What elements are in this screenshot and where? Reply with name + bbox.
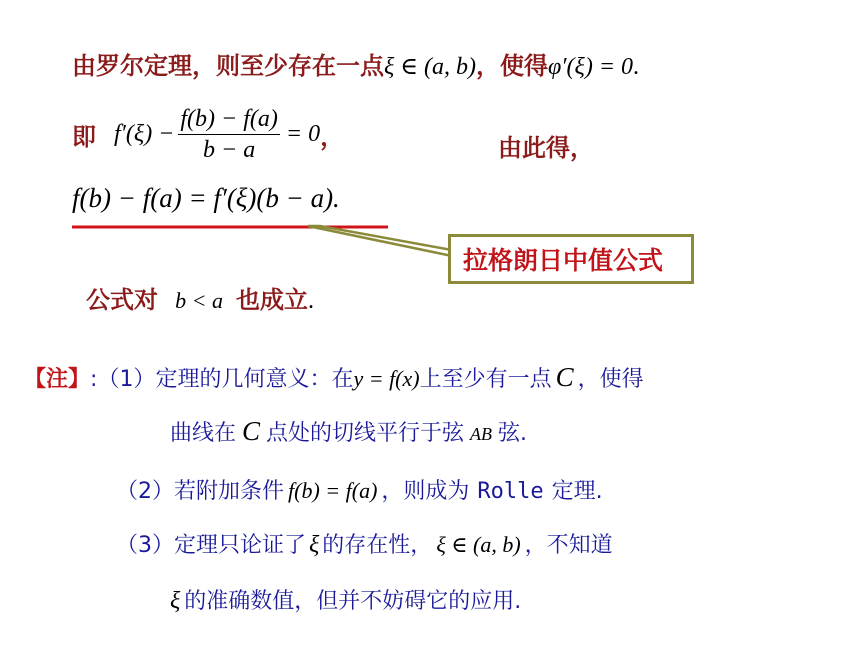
note-item1-math: y = f(x) [353,366,420,391]
line2-tail: 由此得， [498,134,594,162]
note-item2-text-b: ，则成为 [381,479,470,504]
line2-fraction-denominator: b − a [203,137,256,163]
note-item3-math-xi: ξ [309,532,320,558]
note-item-1 [24,362,644,393]
note-label: 【注】 [24,367,91,392]
note-item3-math-interval: ξ ∈ (a, b) [436,532,521,557]
line2-fraction-numerator: f(b) − f(a) [178,104,280,135]
note-item1-line2-a: 曲线在 [170,421,237,446]
lagrange-formula: f(b) − f(a) = f′(ξ)(b − a). [72,183,340,213]
note-item3-line2-text: 的准确数值，但并不妨碍它的应用. [184,589,522,614]
note-item1-text-c: ，使得 [577,367,644,392]
note-item1-text-b: 上至少有一点 [419,367,552,392]
line2-math-eq: = 0 [285,121,321,147]
note-item2-num: （2） [116,479,174,504]
note-item3-text-a: 定理只论证了 [174,533,307,558]
note-item2-math: f(b) = f(a) [288,478,378,503]
note-item1-point-c: C [555,362,574,392]
note-item3-text-b: 的存在性， [322,533,433,558]
line1-text-a: 由罗尔定理，则至少存在一点 [72,52,384,80]
note-item-3 [116,528,613,559]
lagrange-callout [448,234,694,284]
line4-text-a: 公式对 [86,286,158,314]
note-item1-text-a: 定理的几何意义：在 [155,367,354,392]
line2-lead: 即 [72,123,96,151]
callout-pointer [308,226,452,256]
note-item1-line2-point-c: C [242,416,261,446]
note-item-1-line-2 [170,416,527,447]
note-item3-num: （3） [116,533,174,558]
note-item-2 [116,474,603,505]
line4-text-b: 也成立 [236,286,309,314]
note-item2-text-c: 定理. [551,479,603,504]
line4-math: b < a [175,288,223,313]
note-item3-text-c: ，不知道 [524,533,613,558]
note-colon: : [90,367,98,392]
note-item1-line2-c: 弦. [498,421,528,446]
line1-math-phi: φ′(ξ) = 0 [548,54,634,80]
line2-comma: ， [320,123,345,151]
line4-period: . [308,288,315,314]
note-item2-text-a: 若附加条件 [174,479,285,504]
line1-period: . [633,54,640,80]
note-item3-line2-math-xi: ξ [170,588,181,614]
line1-math-xi-interval: ξ ∈ (a, b) [384,54,477,80]
note-item-3-line-2 [170,584,521,615]
formula-also-holds-line [86,280,314,315]
callout-label: 拉格朗日中值公式 [463,246,664,275]
line2-math-left: f′(ξ) − [114,121,175,147]
note-item1-num: （1） [97,367,156,392]
note-item1-line2-chord-ab: AB [470,424,493,444]
line1-text-b: ，使得 [476,52,549,80]
note-item2-rolle: Rolle [477,479,544,504]
note-item1-line2-b: 点处的切线平行于弦 [266,421,465,446]
